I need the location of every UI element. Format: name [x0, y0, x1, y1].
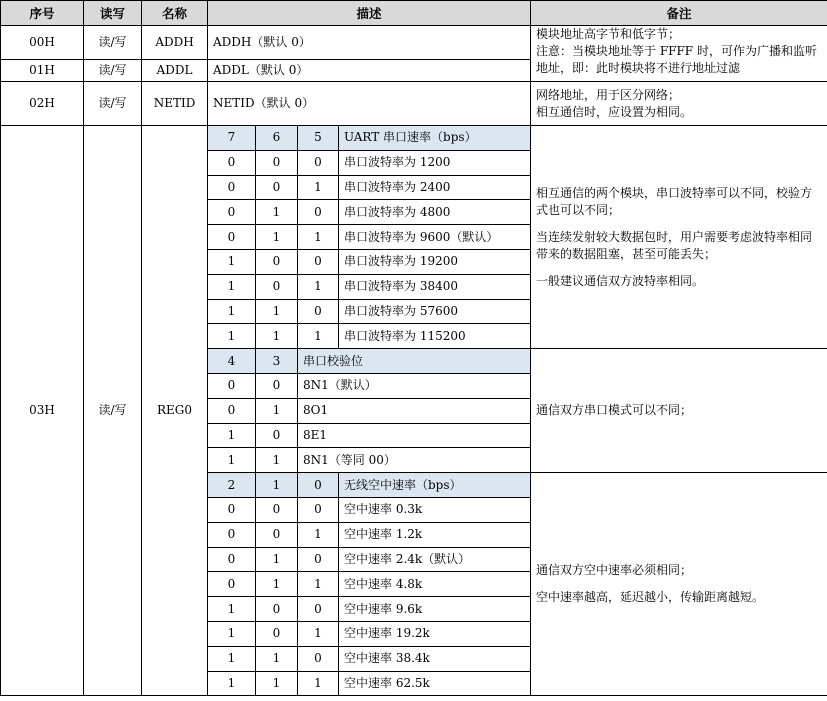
- bit-value: 0: [208, 572, 256, 597]
- bit-header: 2: [208, 473, 256, 498]
- row-desc: ADDH（默认 0）: [208, 26, 531, 60]
- row-rw: 读/写: [84, 82, 142, 126]
- option-label: 串口波特率为 1200: [339, 150, 531, 175]
- option-label: 串口波特率为 9600（默认）: [339, 225, 531, 250]
- bit-value: 1: [256, 671, 298, 696]
- uart-header-row: [1, 126, 827, 151]
- bit-header: 6: [256, 126, 298, 151]
- bit-value: 1: [256, 572, 298, 597]
- row-desc: ADDL（默认 0）: [208, 60, 531, 82]
- bit-value: 0: [256, 621, 298, 646]
- bit-value: 1: [208, 448, 256, 473]
- bit-value: 1: [298, 572, 339, 597]
- reg0-rw: 读/写: [84, 126, 142, 696]
- row-name: NETID: [142, 82, 208, 126]
- bit-value: 1: [208, 646, 256, 671]
- bit-value: 1: [208, 671, 256, 696]
- option-label: 空中速率 19.2k: [339, 621, 531, 646]
- parity-note: 通信双方串口模式可以不同；: [531, 349, 827, 473]
- section-title: 无线空中速率（bps）: [339, 473, 531, 498]
- bit-header: 4: [208, 349, 256, 374]
- option-label: 空中速率 9.6k: [339, 597, 531, 622]
- bit-value: 0: [256, 175, 298, 200]
- bit-value: 1: [256, 200, 298, 225]
- option-label: 空中速率 1.2k: [339, 522, 531, 547]
- bit-value: 0: [208, 225, 256, 250]
- bit-value: 1: [256, 324, 298, 349]
- bit-value: 0: [208, 150, 256, 175]
- bit-value: 0: [298, 299, 339, 324]
- option-label: 串口波特率为 19200: [339, 249, 531, 274]
- bit-header: 1: [256, 473, 298, 498]
- table-header-row: [1, 1, 827, 26]
- header-no: 序号: [1, 1, 84, 26]
- bit-value: 0: [256, 522, 298, 547]
- option-label: 串口波特率为 4800: [339, 200, 531, 225]
- option-label: 串口波特率为 2400: [339, 175, 531, 200]
- bit-value: 0: [256, 249, 298, 274]
- option-label: 8N1（等同 00）: [298, 448, 531, 473]
- bit-value: 1: [298, 225, 339, 250]
- air-note: 通信双方空中速率必须相同； 空中速率越高，延迟越小，传输距离越短。: [531, 473, 827, 696]
- bit-value: 1: [208, 249, 256, 274]
- header-note: 备注: [531, 1, 827, 26]
- bit-value: 0: [298, 249, 339, 274]
- table-row: [1, 82, 827, 126]
- reg0-no: 03H: [1, 126, 84, 696]
- section-title: UART 串口速率（bps）: [339, 126, 531, 151]
- bit-value: 0: [298, 200, 339, 225]
- bit-value: 1: [256, 299, 298, 324]
- option-label: 空中速率 0.3k: [339, 497, 531, 522]
- row-name: ADDH: [142, 26, 208, 60]
- option-label: 空中速率 38.4k: [339, 646, 531, 671]
- bit-value: 0: [298, 150, 339, 175]
- bit-value: 0: [208, 175, 256, 200]
- option-label: 8O1: [298, 398, 531, 423]
- table-row: [1, 26, 827, 60]
- bit-value: 0: [256, 150, 298, 175]
- row-no: 01H: [1, 60, 84, 82]
- row-desc: NETID（默认 0）: [208, 82, 531, 126]
- bit-value: 1: [298, 671, 339, 696]
- bit-value: 1: [298, 621, 339, 646]
- option-label: 空中速率 2.4k（默认）: [339, 547, 531, 572]
- bit-value: 0: [256, 373, 298, 398]
- bit-value: 0: [208, 200, 256, 225]
- bit-value: 0: [208, 497, 256, 522]
- header-name: 名称: [142, 1, 208, 26]
- bit-value: 1: [256, 448, 298, 473]
- bit-value: 1: [208, 597, 256, 622]
- bit-value: 0: [298, 646, 339, 671]
- bit-value: 1: [256, 547, 298, 572]
- bit-value: 1: [208, 621, 256, 646]
- bit-value: 0: [298, 547, 339, 572]
- bit-value: 1: [256, 646, 298, 671]
- bit-value: 0: [256, 597, 298, 622]
- option-label: 串口波特率为 38400: [339, 274, 531, 299]
- uart-note: 相互通信的两个模块，串口波特率可以不同，校验方式也可以不同； 当连续发射较大数据包时，用户需要考虑波特率相同带来的数据阻塞，甚至可能丢失； 一般建议通信双方波特率相同。: [531, 126, 827, 349]
- bit-value: 1: [208, 274, 256, 299]
- option-label: 串口波特率为 115200: [339, 324, 531, 349]
- option-label: 8E1: [298, 423, 531, 448]
- row-name: ADDL: [142, 60, 208, 82]
- bit-value: 0: [256, 423, 298, 448]
- section-title: 串口校验位: [298, 349, 531, 374]
- row-rw: 读/写: [84, 60, 142, 82]
- header-desc: 描述: [208, 1, 531, 26]
- row-note: 网络地址，用于区分网络； 相互通信时，应设置为相同。: [531, 82, 827, 126]
- bit-value: 0: [208, 522, 256, 547]
- bit-value: 0: [208, 398, 256, 423]
- bit-value: 1: [298, 324, 339, 349]
- reg0-name: REG0: [142, 126, 208, 696]
- header-rw: 读写: [84, 1, 142, 26]
- bit-value: 1: [298, 522, 339, 547]
- bit-header: 3: [256, 349, 298, 374]
- bit-value: 1: [256, 398, 298, 423]
- bit-value: 0: [298, 497, 339, 522]
- option-label: 8N1（默认）: [298, 373, 531, 398]
- bit-value: 0: [256, 274, 298, 299]
- bit-value: 1: [208, 423, 256, 448]
- bit-value: 0: [256, 497, 298, 522]
- bit-value: 0: [298, 597, 339, 622]
- row-no: 00H: [1, 26, 84, 60]
- option-label: 空中速率 4.8k: [339, 572, 531, 597]
- bit-value: 0: [208, 547, 256, 572]
- bit-header: 7: [208, 126, 256, 151]
- bit-value: 1: [298, 274, 339, 299]
- bit-value: 1: [298, 175, 339, 200]
- bit-header: 0: [298, 473, 339, 498]
- bit-header: 5: [298, 126, 339, 151]
- row-no: 02H: [1, 82, 84, 126]
- bit-value: 1: [256, 225, 298, 250]
- option-label: 串口波特率为 57600: [339, 299, 531, 324]
- option-label: 空中速率 62.5k: [339, 671, 531, 696]
- row-rw: 读/写: [84, 26, 142, 60]
- bit-value: 1: [208, 299, 256, 324]
- bit-value: 0: [208, 373, 256, 398]
- row-note: 模块地址高字节和低字节； 注意：当模块地址等于 FFFF 时，可作为广播和监听地址，即：此时模块将不进行地址过滤: [531, 26, 827, 82]
- bit-value: 1: [208, 324, 256, 349]
